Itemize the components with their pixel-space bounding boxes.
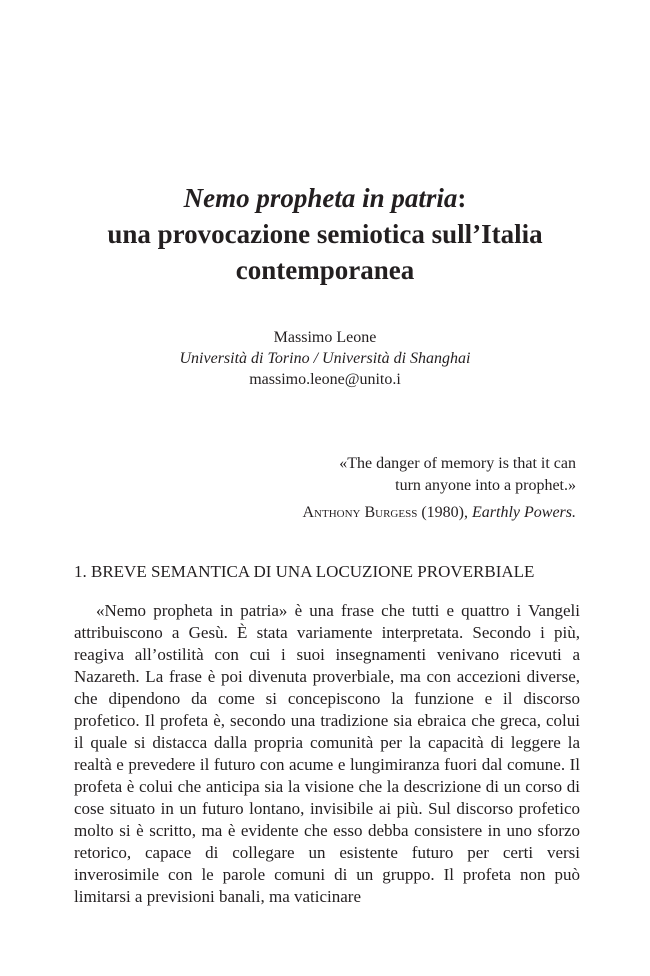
epigraph-author: Anthony Burgess [302,504,418,521]
epigraph-year: (1980), [417,504,472,521]
title-line-3: contemporanea [235,255,415,285]
epigraph [216,453,576,524]
title-italic: Nemo propheta in patria [183,183,458,213]
author-affiliation: Università di Torino / Università di Shanghai [179,350,471,367]
body-paragraph: «Nemo propheta in patria» è una frase che tutti e quattro i Vangeli attribuiscono a Gesù. È stata variamente interpretata. Secondo i più, reagiva all’ostilità con cui i suoi insegnamenti venivano ricevuti a Nazareth. La frase è poi divenuta proverbiale, ma con accezioni diverse, che dipendono da come si concepiscono la funzione e il discorso profetico. Il profeta è, secondo una tradizione sia ebraica che greca, colui il quale si distacca dalla propria comunità per la capacità di leggere la realtà e prevedere il futuro con acume e lungimiranza fuori dal comune. Il profeta è colui che anticipa sia la visione che la descrizione di un corso di cose situato in un futuro lontano, invisibile ai più. Sul discorso profetico molto si è scritto, ma è evidente che esso debba consistere in uno sforzo retorico, capace di collegare un esistente futuro per certi versi inverosimile con le parole comuni di un gruppo. Il profeta non può limitarsi a previsioni banali, ma vaticinare [74,601,580,906]
epigraph-quote-line-2: turn anyone into a prophet.» [395,477,576,494]
author-name: Massimo Leone [273,329,377,346]
title-colon: : [457,183,467,213]
title-line-1 [0,180,650,216]
author-email: massimo.leone@unito.i [249,371,401,388]
section-heading: 1. BREVE SEMANTICA DI UNA LOCUZIONE PROVERBIALE [74,562,535,581]
epigraph-quote-line-1: «The danger of memory is that it can [339,455,576,472]
author-block [0,327,650,390]
epigraph-work: Earthly Powers. [472,504,576,521]
title-line-2: una provocazione semiotica sull’Italia [107,219,543,249]
epigraph-source [216,502,576,524]
article-title [0,180,650,288]
